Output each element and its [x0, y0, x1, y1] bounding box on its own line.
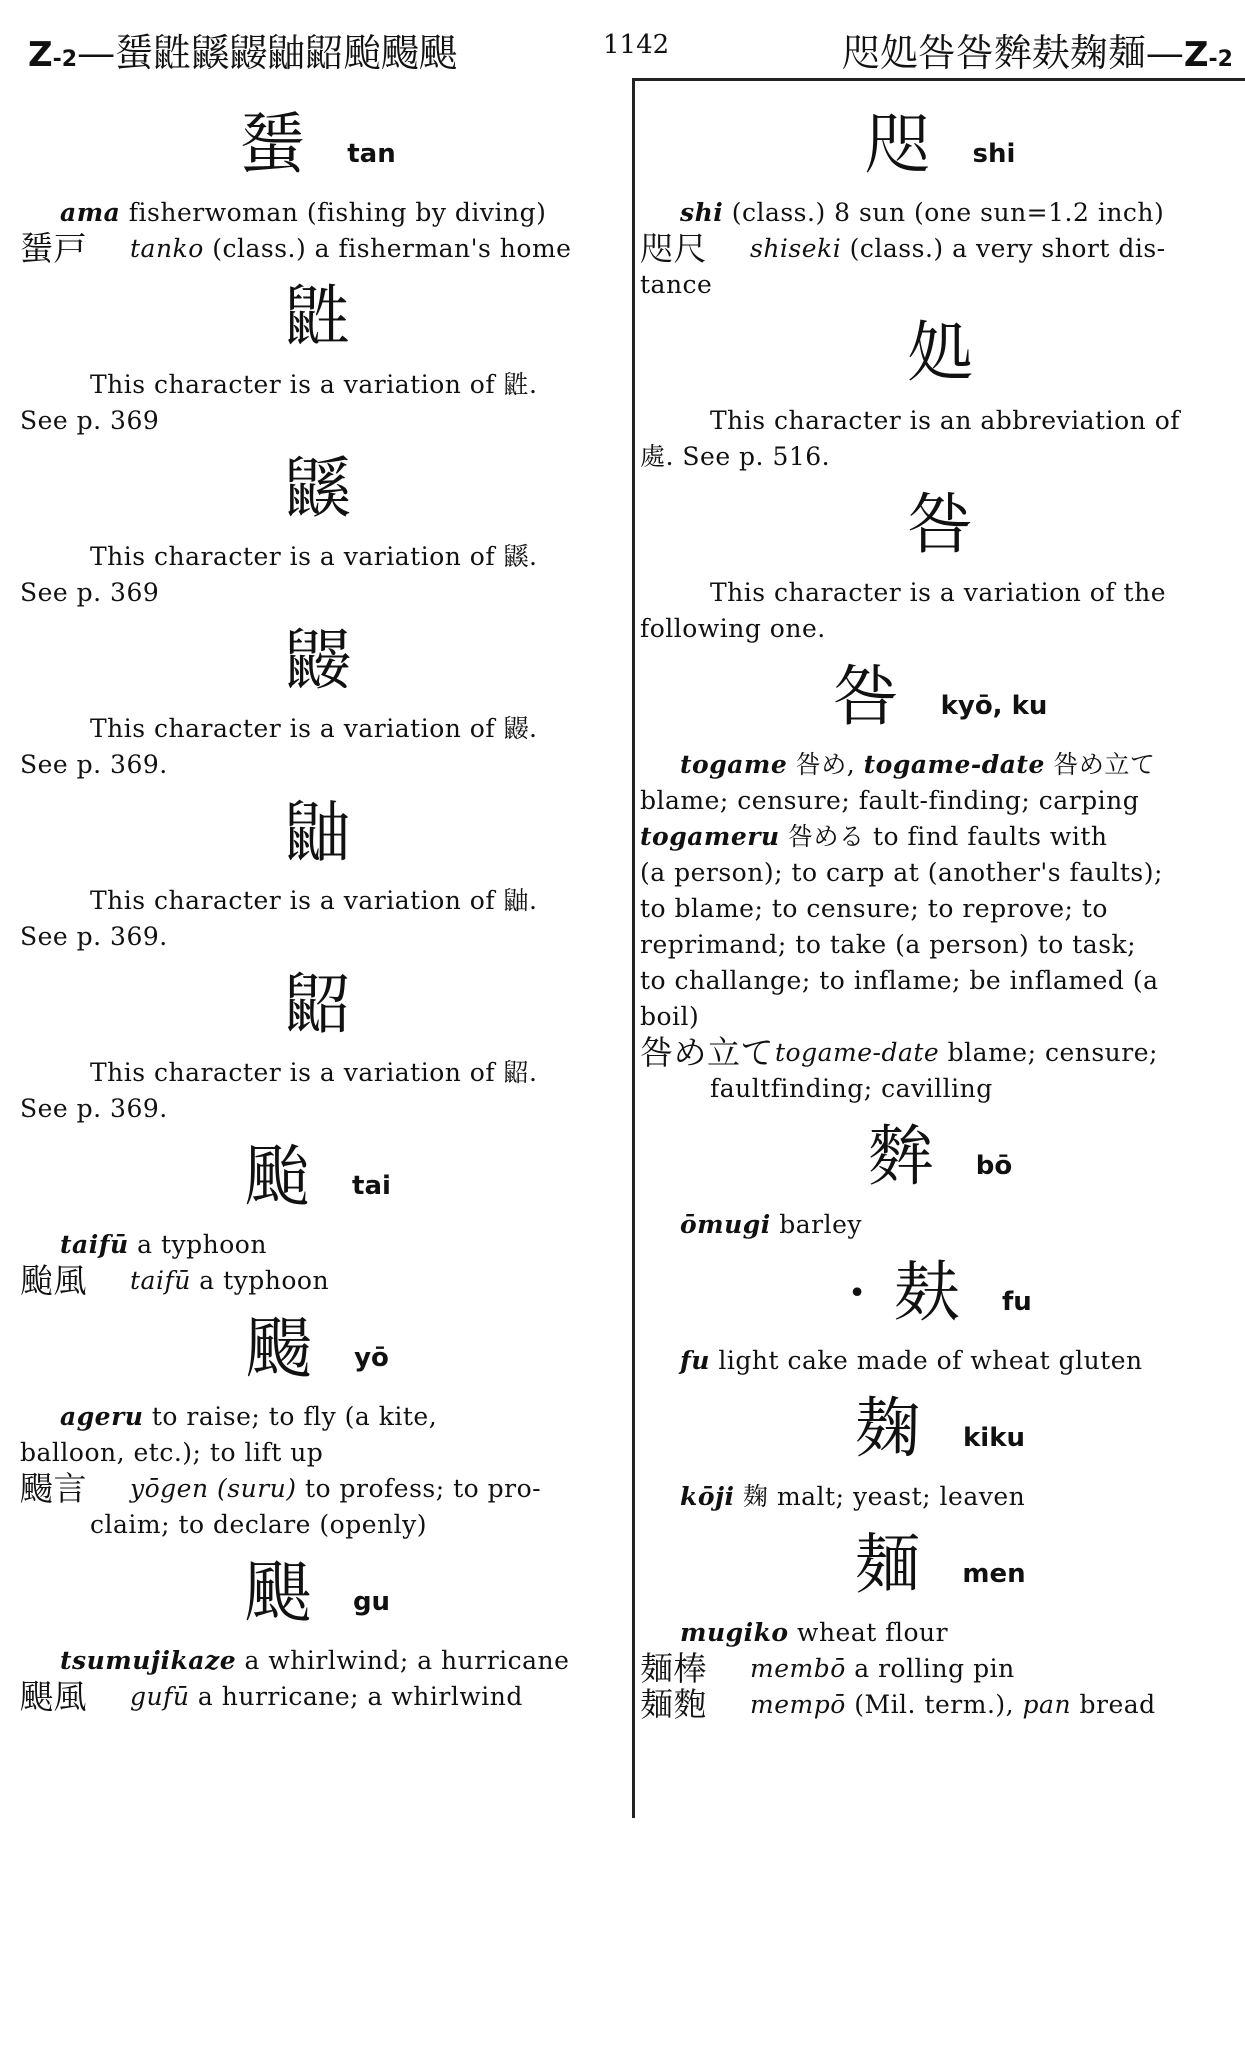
- page-number: 1142: [603, 30, 670, 60]
- headword-kanji: 蜑: [239, 106, 306, 183]
- entry-tai: [20, 1127, 615, 1299]
- sense-line: fu light cake made of wheat gluten: [680, 1346, 1143, 1375]
- compound-line: 颶風 gufū a hurricane; a whirlwind: [20, 1677, 523, 1716]
- see-page: 處. See p. 516.: [640, 442, 831, 471]
- headword-reading: kiku: [962, 1423, 1025, 1453]
- entry-variation-5: [20, 955, 615, 1127]
- entry-men: [640, 1515, 1240, 1723]
- compound-line: 颱風 taifū a typhoon: [20, 1261, 330, 1300]
- headword-kanji: 麹: [854, 1390, 921, 1467]
- entry-heading: [20, 1127, 615, 1227]
- sense-line: ōmugi barley: [680, 1210, 863, 1239]
- entry-heading: [20, 783, 615, 883]
- headword-reading: yō: [354, 1343, 389, 1373]
- headword-kanji: 咫: [864, 106, 931, 183]
- sense-continuation: (a person); to carp at (another's faults);: [640, 858, 1163, 887]
- compound-line: 麺麭 mempō (Mil. term.), pan bread: [640, 1685, 1156, 1724]
- header-left-guide: [28, 22, 457, 77]
- headword-kanji: 咎: [832, 658, 899, 735]
- sense-continuation: to challange; to inflame; be inflamed (a: [640, 966, 1159, 995]
- entry-variation-following: [640, 475, 1240, 647]
- entry-heading: [20, 267, 615, 367]
- entry-tan: [20, 95, 615, 267]
- sense-continuation: boil): [640, 1002, 700, 1031]
- sense-continuation: balloon, etc.); to lift up: [20, 1438, 324, 1467]
- compound-line: 咎め立て togame-date blame; censure;: [640, 1033, 1158, 1072]
- header-right-characters: 咫処咎咎麰麸麹麺—: [841, 31, 1184, 75]
- entry-shi: [640, 95, 1240, 303]
- compound-line: 颺言 yōgen (suru) to profess; to pro-: [20, 1469, 542, 1508]
- header-left-characters: —蜑鼪鼷鼹鼬鼦颱颺颶: [77, 31, 458, 75]
- entry-heading: [640, 1379, 1240, 1479]
- entry-abbreviation: [640, 303, 1240, 475]
- headword-kanji: 颱: [244, 1138, 311, 1215]
- headword-reading: gu: [352, 1587, 391, 1617]
- headword-kanji: 颺: [246, 1310, 313, 1387]
- sense-line: kōji 麹 malt; yeast; leaven: [680, 1482, 1026, 1511]
- sense-line: togameru 咎める to find faults with: [640, 822, 1108, 851]
- variation-note-continuation: following one.: [640, 614, 826, 643]
- variation-note: This character is a variation of the: [710, 578, 1166, 607]
- abbreviation-note: This character is an abbreviation of: [710, 406, 1181, 435]
- entry-heading: [640, 475, 1240, 575]
- compound-continuation: claim; to declare (openly): [90, 1510, 427, 1539]
- sense-line: ageru to raise; to fly (a kite,: [60, 1402, 438, 1431]
- headword-reading: men: [962, 1559, 1026, 1589]
- entry-kiku: [640, 1379, 1240, 1515]
- compound-line: 咫尺 shiseki (class.) a very short dis-: [640, 229, 1166, 268]
- page-header: [0, 0, 1245, 82]
- headword-reading: tai: [352, 1171, 391, 1201]
- entry-variation-2: [20, 439, 615, 611]
- entry-heading: [20, 1299, 615, 1399]
- entry-heading: [640, 1243, 1240, 1343]
- variation-note: This character is a variation of 鼬.: [90, 886, 538, 915]
- entry-heading: [640, 95, 1240, 195]
- headword-kanji: 処: [907, 314, 973, 391]
- sense-line: ama fisherwoman (fishing by diving): [60, 198, 547, 227]
- entry-heading: [640, 1107, 1240, 1207]
- sense-continuation: blame; censure; fault-finding; carping: [640, 786, 1140, 815]
- entry-kyo: [640, 647, 1240, 1107]
- entry-variation-1: [20, 267, 615, 439]
- header-right-guide: [842, 22, 1233, 77]
- headword-kanji: 麺: [854, 1526, 921, 1603]
- sense-line: togame 咎め, togame-date 咎め立て: [680, 750, 1156, 779]
- headword-kanji: 咎: [907, 486, 973, 563]
- headword-kanji: 鼬: [284, 794, 351, 871]
- entry-heading: [640, 303, 1240, 403]
- see-page: See p. 369: [20, 578, 160, 607]
- header-rule: [633, 78, 1245, 81]
- headword-reading: shi: [972, 139, 1016, 169]
- headword-kanji: 颶: [244, 1554, 311, 1631]
- compound-line: 麺棒 membō a rolling pin: [640, 1649, 1015, 1688]
- headword-kanji: 鼦: [284, 966, 351, 1043]
- headword-kanji: 麸: [893, 1254, 960, 1331]
- section-code-left: Z-2: [28, 35, 78, 75]
- compound-continuation: tance: [640, 270, 713, 299]
- variation-note: This character is a variation of 鼪.: [90, 370, 538, 399]
- entry-heading: [640, 647, 1240, 747]
- compound-continuation: faultfinding; cavilling: [710, 1074, 993, 1103]
- headword-reading: bō: [975, 1151, 1013, 1181]
- left-column: [20, 95, 615, 1715]
- variation-note: This character is a variation of 鼷.: [90, 542, 538, 571]
- entry-heading: [20, 439, 615, 539]
- see-page: See p. 369.: [20, 922, 168, 951]
- entry-heading: [640, 1515, 1240, 1615]
- common-use-mark: •: [848, 1275, 866, 1311]
- headword-reading: kyō, ku: [940, 691, 1048, 721]
- sense-continuation: to blame; to censure; to reprove; to: [640, 894, 1108, 923]
- right-column: [640, 95, 1240, 1723]
- variation-note: This character is a variation of 鼦.: [90, 1058, 538, 1087]
- see-page: See p. 369.: [20, 750, 168, 779]
- headword-reading: fu: [1001, 1287, 1032, 1317]
- variation-note: This character is a variation of 鼹.: [90, 714, 538, 743]
- entry-heading: [20, 1543, 615, 1643]
- see-page: See p. 369: [20, 406, 160, 435]
- entry-bo: [640, 1107, 1240, 1243]
- headword-kanji: 鼷: [284, 450, 351, 527]
- entry-gu: [20, 1543, 615, 1715]
- sense-continuation: reprimand; to take (a person) to task;: [640, 930, 1137, 959]
- entry-yo: [20, 1299, 615, 1543]
- headword-kanji: 麰: [867, 1118, 934, 1195]
- entry-heading: [20, 611, 615, 711]
- sense-line: tsumujikaze a whirlwind; a hurricane: [60, 1646, 570, 1675]
- sense-line: taifū a typhoon: [60, 1230, 267, 1259]
- entry-fu: [640, 1243, 1240, 1379]
- entry-variation-3: [20, 611, 615, 783]
- see-page: See p. 369.: [20, 1094, 168, 1123]
- section-code-right: Z-2: [1183, 35, 1233, 75]
- column-divider: [632, 78, 635, 1818]
- entry-variation-4: [20, 783, 615, 955]
- headword-kanji: 鼹: [284, 622, 351, 699]
- headword-reading: tan: [347, 139, 396, 169]
- entry-heading: [20, 95, 615, 195]
- headword-kanji: 鼪: [284, 278, 351, 355]
- sense-line: shi (class.) 8 sun (one sun=1.2 inch): [680, 198, 1165, 227]
- sense-line: mugiko wheat flour: [680, 1618, 949, 1647]
- compound-line: 蜑戸 tanko (class.) a fisherman's home: [20, 229, 572, 268]
- entry-heading: [20, 955, 615, 1055]
